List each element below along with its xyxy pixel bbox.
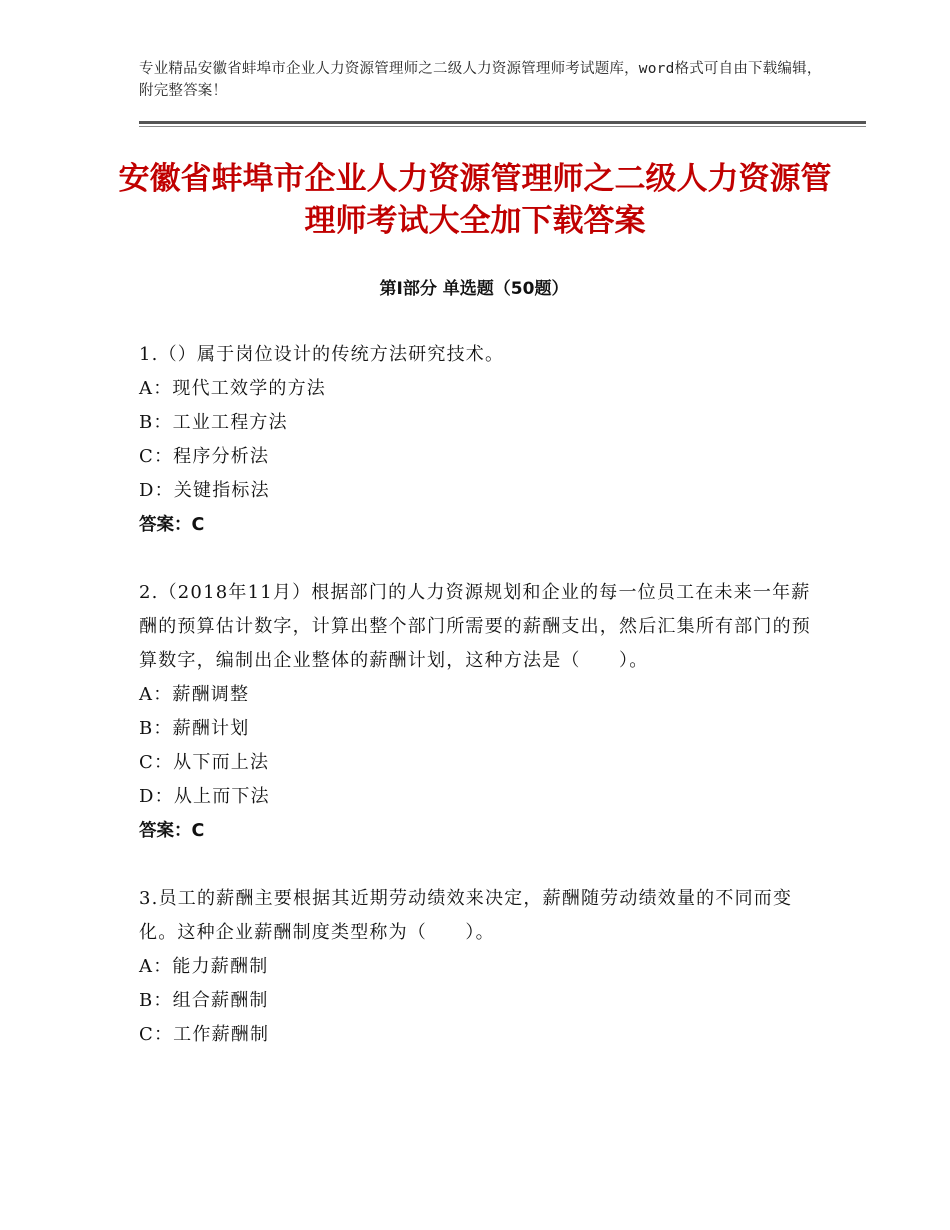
question-text: 1.（）属于岗位设计的传统方法研究技术。 xyxy=(139,344,505,365)
question-text: 3.员工的薪酬主要根据其近期劳动绩效来决定，薪酬随劳动绩效量的不同而变化。这种企业薪酬制度类型称为（ ）。 xyxy=(139,888,793,943)
option-c: C：程序分析法 xyxy=(139,446,270,467)
answer: 答案：C xyxy=(139,515,205,535)
document-title: 安徽省蚌埠市企业人力资源管理师之二级人力资源管理师考试大全加下载答案 xyxy=(118,161,832,239)
option-c: C：工作薪酬制 xyxy=(139,1024,270,1045)
option-b: B：薪酬计划 xyxy=(139,718,250,739)
answer: 答案：C xyxy=(139,821,205,841)
header-rule-thick xyxy=(139,121,866,124)
option-c: C：从下而上法 xyxy=(139,752,270,773)
header-rule-thin xyxy=(139,126,866,127)
question-1 xyxy=(139,338,811,542)
option-a: A：能力薪酬制 xyxy=(139,956,269,977)
option-a: A：薪酬调整 xyxy=(139,684,250,705)
option-b: B：工业工程方法 xyxy=(139,412,288,433)
header-note: 专业精品安徽省蚌埠市企业人力资源管理师之二级人力资源管理师考试题库，word格式可自由下载编辑，附完整答案！ xyxy=(139,61,822,99)
question-list xyxy=(139,338,811,1086)
option-a: A：现代工效学的方法 xyxy=(139,378,326,399)
option-b: B：组合薪酬制 xyxy=(139,990,269,1011)
question-text: 2.（2018年11月）根据部门的人力资源规划和企业的每一位员工在未来一年薪酬的预算估计数字，计算出整个部门所需要的薪酬支出，然后汇集所有部门的预算数字，编制出企业整体的薪酬计划，这种方法是（ ）。 xyxy=(139,582,811,671)
option-d: D：从上而下法 xyxy=(139,786,270,807)
option-d: D：关键指标法 xyxy=(139,480,270,501)
question-2 xyxy=(139,576,811,848)
question-3 xyxy=(139,882,811,1052)
section-heading: 第Ⅰ部分 单选题（50题） xyxy=(379,279,569,299)
